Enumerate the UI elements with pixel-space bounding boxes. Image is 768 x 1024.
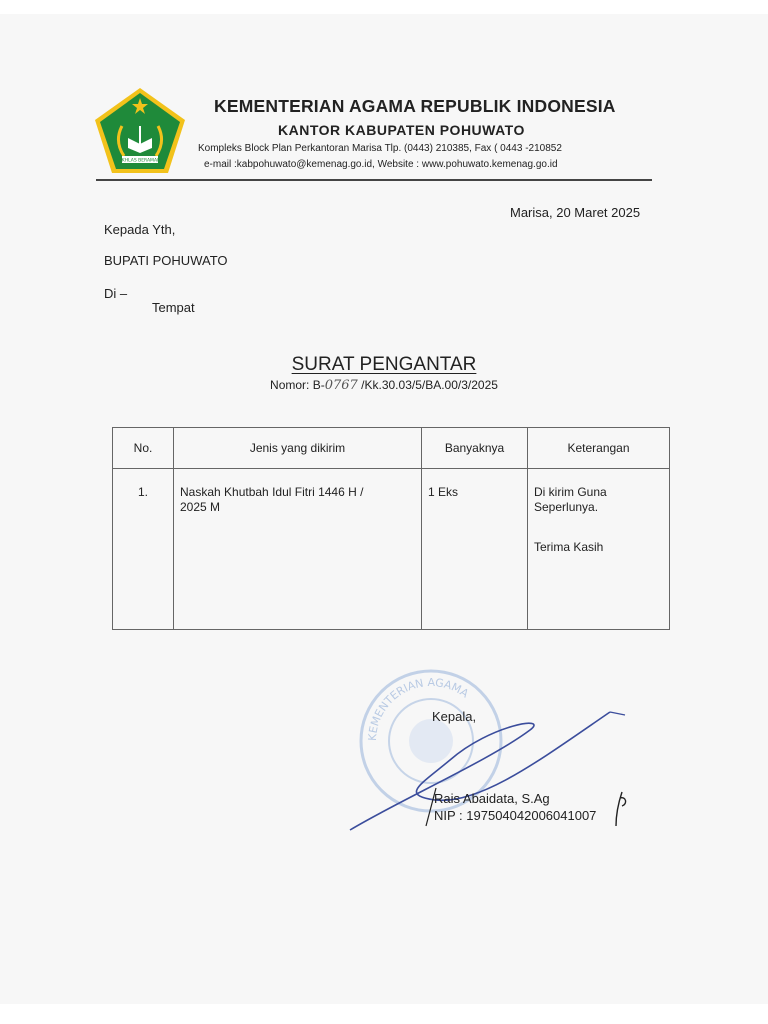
table-header-row — [113, 428, 670, 469]
place-date: Marisa, 20 Maret 2025 — [510, 205, 641, 220]
row-item-line2: 2025 M — [180, 500, 221, 514]
header-item: Jenis yang dikirim — [174, 428, 422, 469]
row-note-line1: Di kirim Guna — [534, 485, 607, 499]
kemenag-logo — [92, 86, 188, 176]
office-address: Kompleks Block Plan Perkantoran Marisa Tlp. (0443) 210385, Fax ( 0443 -210852 — [198, 143, 562, 154]
office-contact: e-mail :kabpohuwato@kemenag.go.id, Website : www.pohuwato.kemenag.go.id — [204, 159, 558, 170]
row-qty: 1 Eks — [422, 469, 528, 630]
recipient-place: Tempat — [152, 300, 195, 315]
recipient-salutation: Kepada Yth, — [104, 222, 176, 237]
row-note-line3: Terima Kasih — [534, 540, 604, 554]
ministry-name: KEMENTERIAN AGAMA REPUBLIK INDONESIA — [214, 96, 616, 116]
signatory-name: Rais Abaidata, S.Ag — [434, 791, 550, 806]
items-table — [112, 427, 670, 630]
office-name: KANTOR KABUPATEN POHUWATO — [278, 122, 525, 138]
recipient-di: Di – — [104, 286, 128, 301]
document-title: SURAT PENGANTAR — [291, 354, 477, 375]
signatory-nip: NIP : 197504042006041007 — [434, 808, 597, 823]
recipient-name: BUPATI POHUWATO — [104, 253, 228, 268]
stamp-text: KEMENTERIAN AGAMA — [365, 676, 471, 742]
row-no: 1. — [113, 469, 174, 630]
page-bottom-edge — [0, 1004, 768, 1024]
table-row — [113, 469, 670, 630]
signatory-position: Kepala, — [432, 709, 477, 724]
letterhead-divider — [96, 179, 652, 181]
logo-motto: IKHLAS BERAMAL — [120, 158, 160, 164]
header-note: Keterangan — [528, 428, 670, 469]
row-item-line1: Naskah Khutbah Idul Fitri 1446 H / — [180, 485, 364, 499]
row-note-line2: Seperlunya. — [534, 500, 599, 514]
header-qty: Banyaknya — [422, 428, 528, 469]
handwritten-number: 0767 — [324, 378, 358, 393]
row-note — [528, 469, 670, 630]
header-no: No. — [113, 428, 174, 469]
document-number: Nomor: B-0767 /Kk.30.03/5/BA.00/3/2025 — [270, 378, 498, 393]
page-top-edge — [0, 0, 768, 14]
row-item — [174, 469, 422, 630]
